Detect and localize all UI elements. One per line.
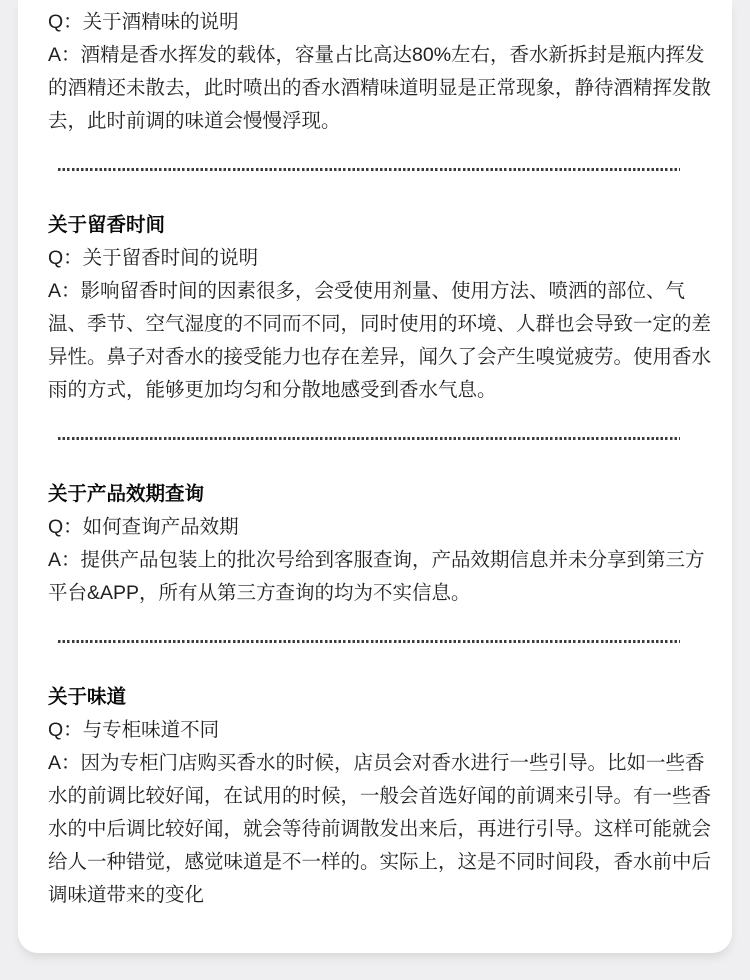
section-heading: 关于产品效期查询 (48, 483, 205, 505)
answer-text: A：影响留香时间的因素很多，会受使用剂量、使用方法、喷洒的部位、气温、季节、空气湿度的不同而不同，同时使用的环境、人群也会导致一定的差异性。鼻子对香水的接受能力也存在差异，闻久了会产生嗅觉疲劳。使用香水雨的方式，能够更加均匀和分散地感受到香水气息。 (48, 280, 712, 401)
question-line: Q：关于酒精味的说明 (48, 11, 239, 33)
faq-section-scent (48, 681, 722, 912)
faq-section-expiry-check (48, 478, 722, 610)
answer-text: A：酒精是香水挥发的载体，容量占比高达80%左右，香水新拆封是瓶内挥发的酒精还未散去，此时喷出的香水酒精味道明显是正常现象，静待酒精挥发散去，此时前调的味道会慢慢浮现。 (48, 44, 712, 132)
faq-card (18, 0, 732, 953)
question-line: Q：关于留香时间的说明 (48, 247, 259, 269)
dotted-divider (58, 168, 680, 171)
section-heading: 关于留香时间 (48, 214, 166, 236)
faq-section-alcohol (48, 6, 722, 138)
answer-text: A：因为专柜门店购买香水的时候，店员会对香水进行一些引导。比如一些香水的前调比较好闻，在试用的时候，一般会首选好闻的前调来引导。有一些香水的中后调比较好闻，就会等待前调散发出来后，再进行引导。这样可能就会给人一种错觉，感觉味道是不一样的。实际上，这是不同时间段，香水前中后调味道带来的变化 (48, 752, 712, 906)
dotted-divider (58, 437, 680, 440)
dotted-divider (58, 640, 680, 643)
question-line: Q：如何查询产品效期 (48, 516, 239, 538)
question-line: Q：与专柜味道不同 (48, 719, 220, 741)
faq-section-lasting-time (48, 209, 722, 407)
section-heading: 关于味道 (48, 686, 127, 708)
answer-text: A：提供产品包装上的批次号给到客服查询，产品效期信息并未分享到第三方平台&APP，所有从第三方查询的均为不实信息。 (48, 549, 705, 604)
